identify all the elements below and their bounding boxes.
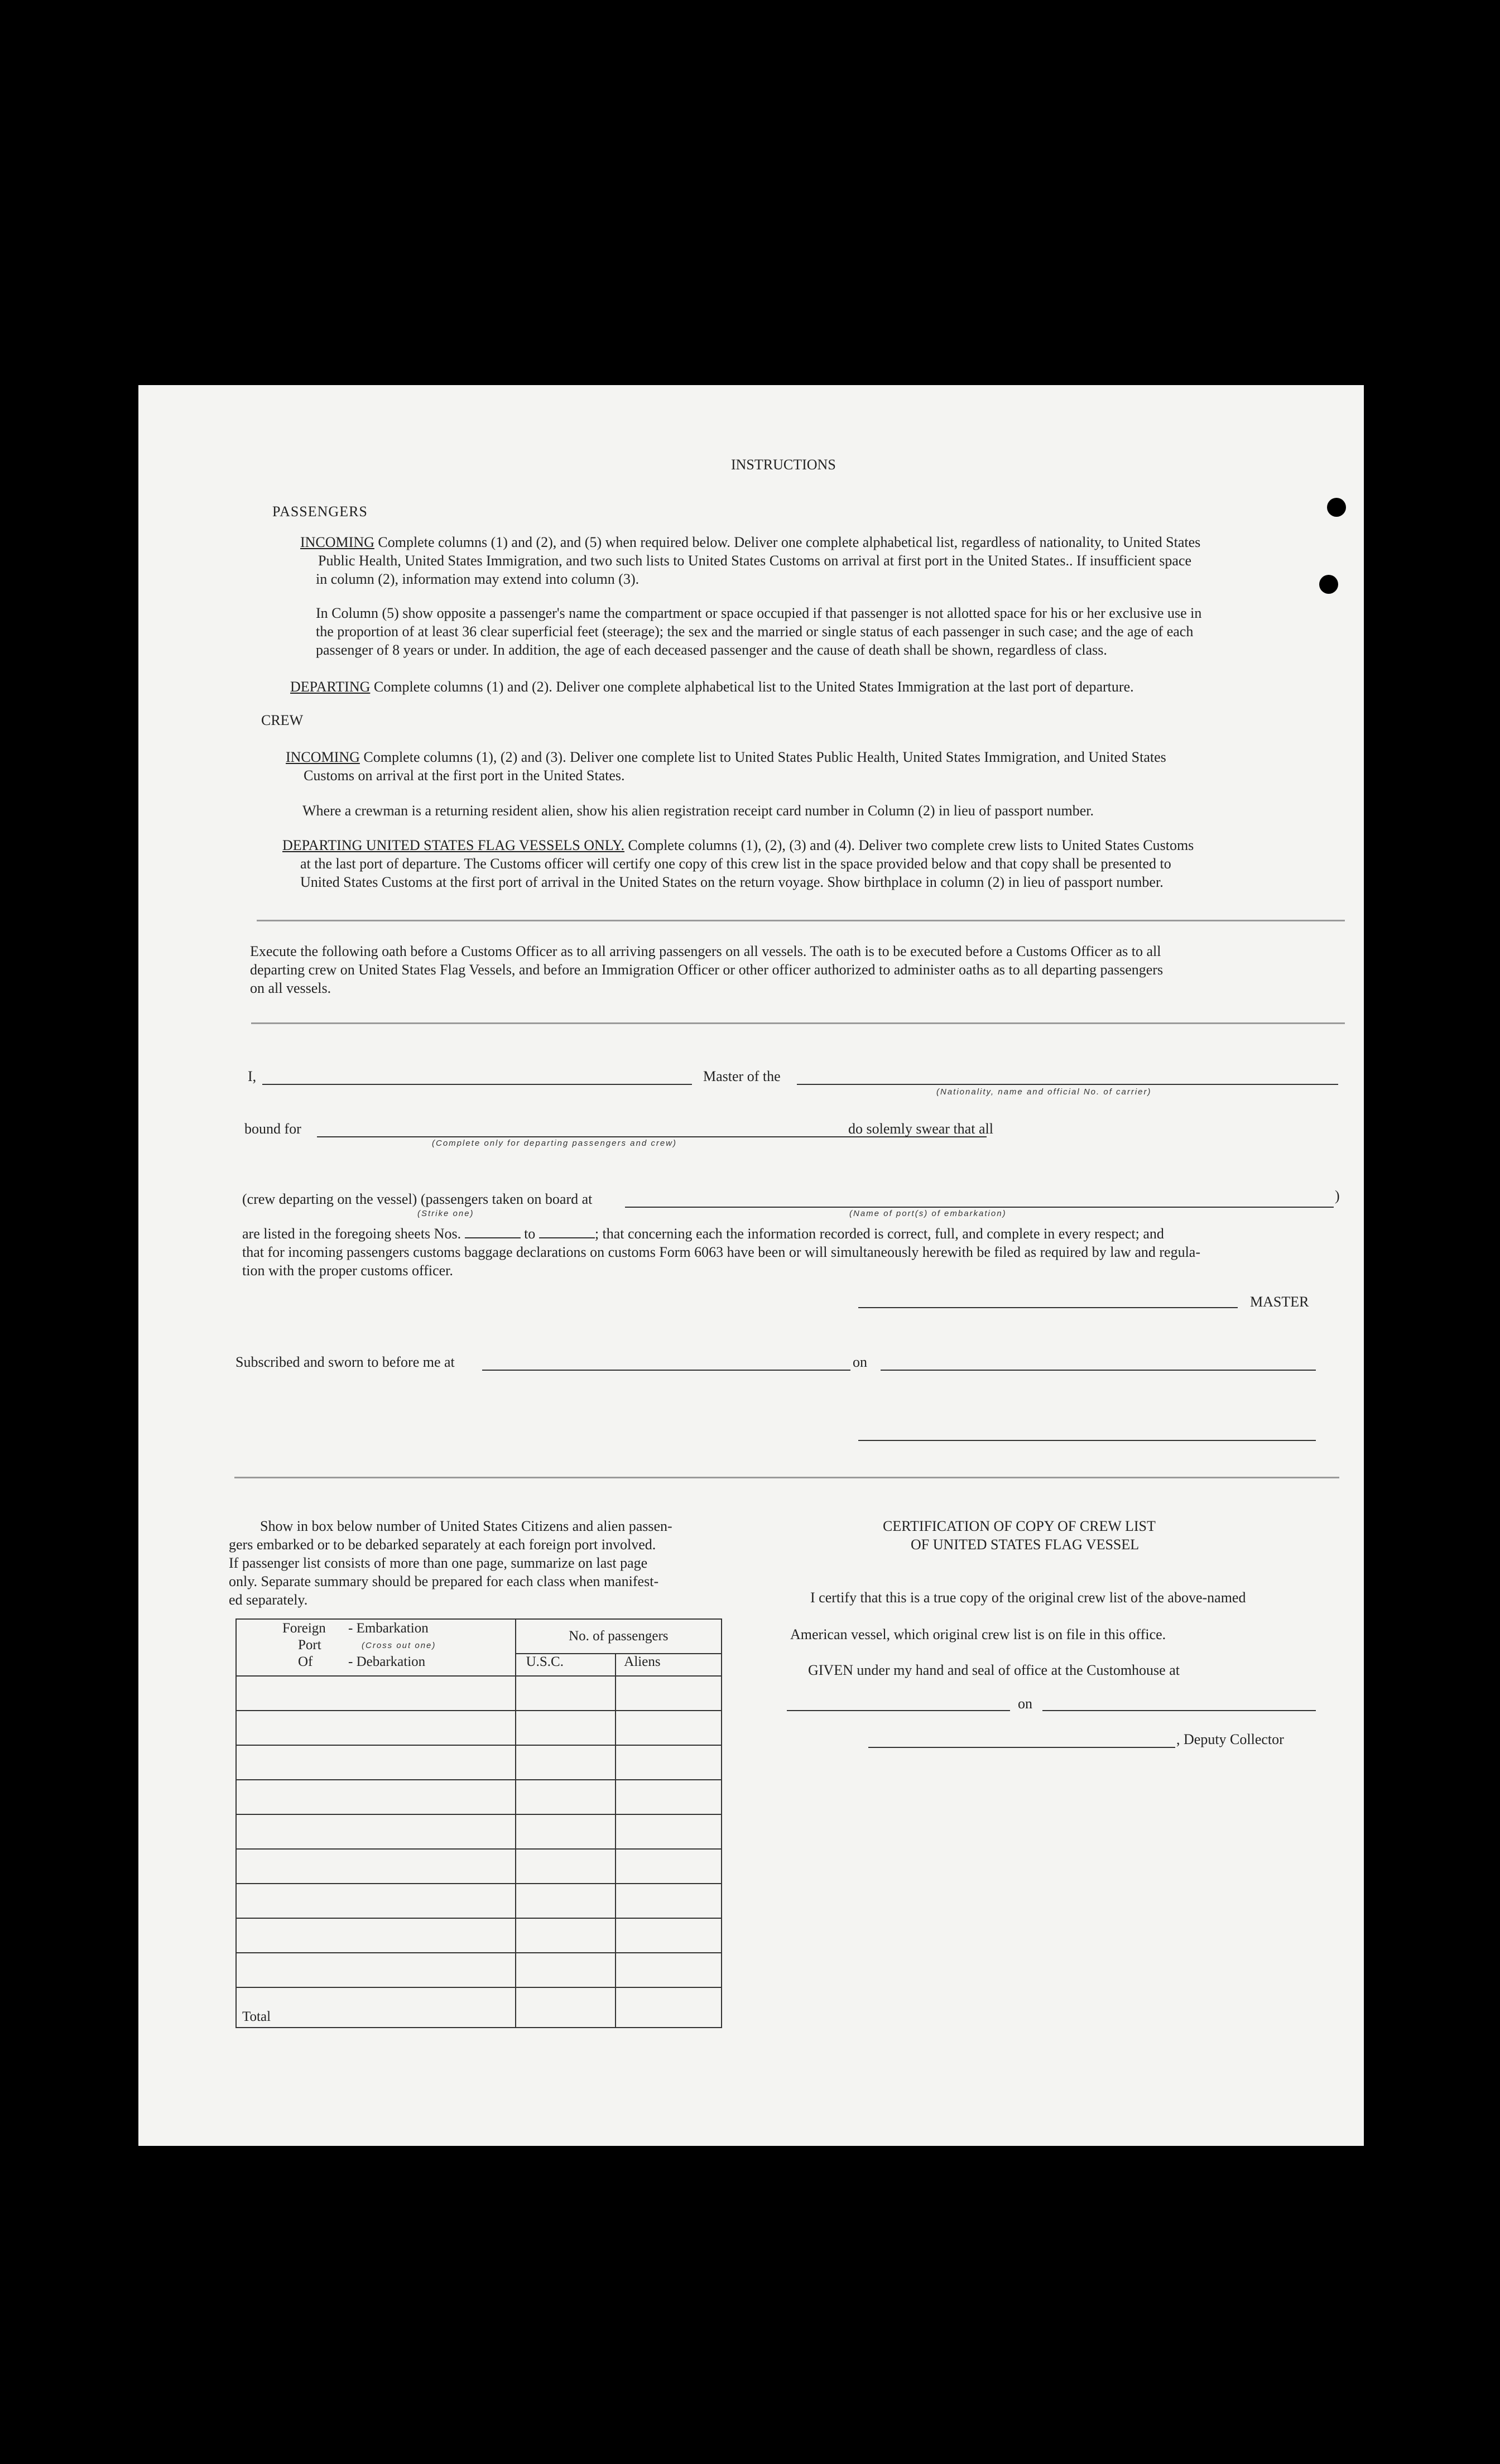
aliens-total-cell[interactable] <box>616 1987 722 2028</box>
crew-incoming-label: INCOMING <box>286 749 360 765</box>
usc-cell[interactable] <box>516 1780 616 1814</box>
summary-intro-5: ed separately. <box>229 1592 308 1608</box>
col-cross-label: (Cross out one) <box>362 1641 436 1650</box>
passengers-incoming-line-3: in column (2), information may extend into column (3). <box>316 571 640 587</box>
certification-text-2: American vessel, which original crew list is on file in this office. <box>790 1626 1166 1642</box>
certification-title-2: OF UNITED STATES FLAG VESSEL <box>911 1536 1140 1553</box>
port-cell[interactable] <box>236 1745 516 1780</box>
total-label: Total <box>236 1987 516 2028</box>
given-text: GIVEN under my hand and seal of office at the Customhouse at <box>808 1662 1180 1678</box>
complete-only-caption: (Complete only for departing passengers and crew) <box>432 1139 677 1148</box>
col-foreign-label: Foreign <box>282 1621 326 1636</box>
sheet-from-field[interactable] <box>465 1225 521 1238</box>
usc-cell[interactable] <box>516 1953 616 1987</box>
aliens-cell[interactable] <box>616 1849 722 1884</box>
crew-departing-line-1 <box>282 836 1194 855</box>
port-cell[interactable] <box>236 1953 516 1987</box>
table-row <box>236 1953 722 1987</box>
column5-line-3: passenger of 8 years or under. In addition, the age of each deceased passenger and the cause of death shall be shown, regardless of class. <box>316 642 1107 658</box>
col-debark-label: - Debarkation <box>348 1654 426 1669</box>
aliens-cell[interactable] <box>616 1711 722 1745</box>
port-cell[interactable] <box>236 1849 516 1884</box>
passengers-departing-line <box>290 678 1134 697</box>
usc-cell[interactable] <box>516 1814 616 1849</box>
certification-title-1: CERTIFICATION OF COPY OF CREW LIST <box>883 1518 1156 1534</box>
section-divider <box>251 1022 1345 1024</box>
col-embark-label: - Embarkation <box>348 1621 429 1636</box>
punch-hole-icon <box>1327 498 1346 517</box>
table-row <box>236 1676 722 1711</box>
form-page <box>138 385 1364 2146</box>
col-no-passengers: No. of passengers <box>516 1619 722 1654</box>
aliens-cell[interactable] <box>616 1780 722 1814</box>
closing-paren: ) <box>1335 1188 1340 1204</box>
usc-total-cell[interactable] <box>516 1987 616 2028</box>
listed-line-3: tion with the proper customs officer. <box>242 1262 453 1279</box>
column5-line-2: the proportion of at least 36 clear superficial feet (steerage); the sex and the married or single status of each passenger in such case; and the age of each <box>316 623 1194 640</box>
cert-on-label: on <box>1018 1695 1032 1712</box>
table-row <box>236 1849 722 1884</box>
passengers-incoming-line-2: Public Health, United States Immigration, and two such lists to United States Customs on arrival at first port in the United States.. If insufficient space <box>318 553 1192 569</box>
usc-cell[interactable] <box>516 1676 616 1711</box>
oath-instructions-line-3: on all vessels. <box>250 980 331 996</box>
master-signature-field[interactable] <box>858 1307 1238 1308</box>
aliens-cell[interactable] <box>616 1745 722 1780</box>
port-cell[interactable] <box>236 1884 516 1918</box>
master-of-the-label: Master of the <box>703 1068 781 1084</box>
name-of-port-caption: (Name of port(s) of embarkation) <box>849 1209 1007 1218</box>
certification-text-1: I certify that this is a true copy of the original crew list of the above-named <box>810 1589 1246 1606</box>
crew-departing-line-3: United States Customs at the first port of arrival in the United States on the return voyage. Show birthplace in column (2) in lieu of passport number. <box>300 874 1164 890</box>
port-cell[interactable] <box>236 1780 516 1814</box>
usc-cell[interactable] <box>516 1884 616 1918</box>
listed-text-a: are listed in the foregoing sheets Nos. <box>242 1226 461 1242</box>
port-column-header <box>236 1619 516 1676</box>
passengers-incoming-text: Complete columns (1) and (2), and (5) when required below. Deliver one complete alphabetical list, regardless of nationality, to United States <box>378 534 1201 550</box>
master-label: MASTER <box>1250 1294 1309 1310</box>
port-of-embarkation-field[interactable] <box>625 1207 1334 1208</box>
deputy-collector-label: , Deputy Collector <box>1176 1731 1284 1747</box>
port-cell[interactable] <box>236 1711 516 1745</box>
subscribed-label: Subscribed and sworn to before me at <box>235 1354 455 1370</box>
table-row <box>236 1814 722 1849</box>
usc-cell[interactable] <box>516 1918 616 1953</box>
crew-departing-label: DEPARTING UNITED STATES FLAG VESSELS ONLY. <box>282 837 624 853</box>
table-row <box>236 1745 722 1780</box>
col-usc: U.S.C. <box>516 1654 616 1676</box>
subscribed-date-field[interactable] <box>881 1370 1316 1371</box>
strike-one-caption: (Strike one) <box>417 1209 474 1218</box>
section-divider <box>234 1477 1339 1478</box>
punch-hole-icon <box>1319 575 1338 594</box>
port-cell[interactable] <box>236 1918 516 1953</box>
col-of-label: Of <box>298 1654 313 1669</box>
summary-intro-1: Show in box below number of United States Citizens and alien passen- <box>260 1518 672 1534</box>
sheet-to-field[interactable] <box>539 1225 595 1238</box>
passenger-summary-table <box>235 1618 722 2028</box>
oath-i-label: I, <box>248 1068 257 1084</box>
listed-line-2: that for incoming passengers customs baggage declarations on customs Form 6063 have been or will simultaneously herewith be filed as required by law and regula- <box>242 1244 1200 1260</box>
subscribed-on-label: on <box>853 1354 867 1370</box>
customhouse-field[interactable] <box>787 1710 1010 1711</box>
crew-departing-line-2: at the last port of departure. The Customs officer will certify one copy of this crew list in the space provided below and that copy shall be presented to <box>300 856 1171 872</box>
swear-text: do solemly swear that all <box>848 1121 993 1137</box>
crew-incoming-line-2: Customs on arrival at the first port in the United States. <box>304 767 625 784</box>
listed-text-c: ; that concerning each the information recorded is correct, full, and complete in every respect; and <box>594 1226 1164 1242</box>
deputy-collector-signature-field[interactable] <box>868 1747 1175 1748</box>
summary-intro-4: only. Separate summary should be prepared for each class when manifest- <box>229 1573 659 1589</box>
aliens-cell[interactable] <box>616 1953 722 1987</box>
passengers-incoming-label: INCOMING <box>300 534 374 550</box>
table-row <box>236 1780 722 1814</box>
table-row <box>236 1884 722 1918</box>
usc-cell[interactable] <box>516 1745 616 1780</box>
passengers-incoming-line-1 <box>300 533 1200 552</box>
crew-resident-line: Where a crewman is a returning resident alien, show his alien registration receipt card number in Column (2) in lieu of passport number. <box>302 803 1094 819</box>
summary-intro-2: gers embarked or to be debarked separately at each foreign port involved. <box>229 1536 656 1553</box>
oath-instructions-line-1: Execute the following oath before a Customs Officer as to all arriving passengers on all vessels. The oath is to be executed before a Customs Officer as to all <box>250 943 1161 959</box>
listed-line-1 <box>242 1224 1164 1243</box>
subscribed-place-field[interactable] <box>482 1370 850 1371</box>
col-aliens: Aliens <box>616 1654 722 1676</box>
bound-for-label: bound for <box>244 1121 301 1137</box>
aliens-cell[interactable] <box>616 1884 722 1918</box>
crew-departing-text: (crew departing on the vessel) (passengers taken on board at <box>242 1191 593 1207</box>
passengers-departing-label: DEPARTING <box>290 679 371 695</box>
section-divider <box>257 920 1345 921</box>
officer-signature-field[interactable] <box>858 1440 1316 1441</box>
port-cell[interactable] <box>236 1676 516 1711</box>
usc-cell[interactable] <box>516 1711 616 1745</box>
passengers-heading: PASSENGERS <box>272 503 368 520</box>
cert-date-field[interactable] <box>1042 1710 1316 1711</box>
crew-heading: CREW <box>261 712 304 728</box>
col-port-label: Port <box>298 1637 321 1653</box>
aliens-cell[interactable] <box>616 1814 722 1849</box>
usc-cell[interactable] <box>516 1849 616 1884</box>
passengers-departing-text: Complete columns (1) and (2). Deliver one complete alphabetical list to the United States Immigration at the last port of departure. <box>373 679 1134 695</box>
master-name-field[interactable] <box>262 1084 692 1085</box>
table-row <box>236 1918 722 1953</box>
crew-incoming-text: Complete columns (1), (2) and (3). Deliver one complete list to United States Public Health, United States Immigration, and United States <box>363 749 1166 765</box>
vessel-field[interactable] <box>797 1084 1338 1085</box>
aliens-cell[interactable] <box>616 1676 722 1711</box>
column5-line-1: In Column (5) show opposite a passenger's name the compartment or space occupied if that passenger is not allotted space for his or her exclusive use in <box>316 605 1202 621</box>
nationality-caption: (Nationality, name and official No. of carrier) <box>936 1087 1152 1097</box>
instructions-title: INSTRUCTIONS <box>731 457 836 473</box>
crew-departing-text: Complete columns (1), (2), (3) and (4). Deliver two complete crew lists to United States Customs <box>628 837 1194 853</box>
port-cell[interactable] <box>236 1814 516 1849</box>
total-row <box>236 1987 722 2028</box>
crew-incoming-line-1 <box>286 748 1166 767</box>
table-row <box>236 1711 722 1745</box>
aliens-cell[interactable] <box>616 1918 722 1953</box>
summary-intro-3: If passenger list consists of more than one page, summarize on last page <box>229 1555 648 1571</box>
oath-instructions-line-2: departing crew on United States Flag Vessels, and before an Immigration Officer or other officer authorized to administer oaths as to all departing passengers <box>250 962 1164 978</box>
listed-text-b: to <box>524 1226 536 1242</box>
